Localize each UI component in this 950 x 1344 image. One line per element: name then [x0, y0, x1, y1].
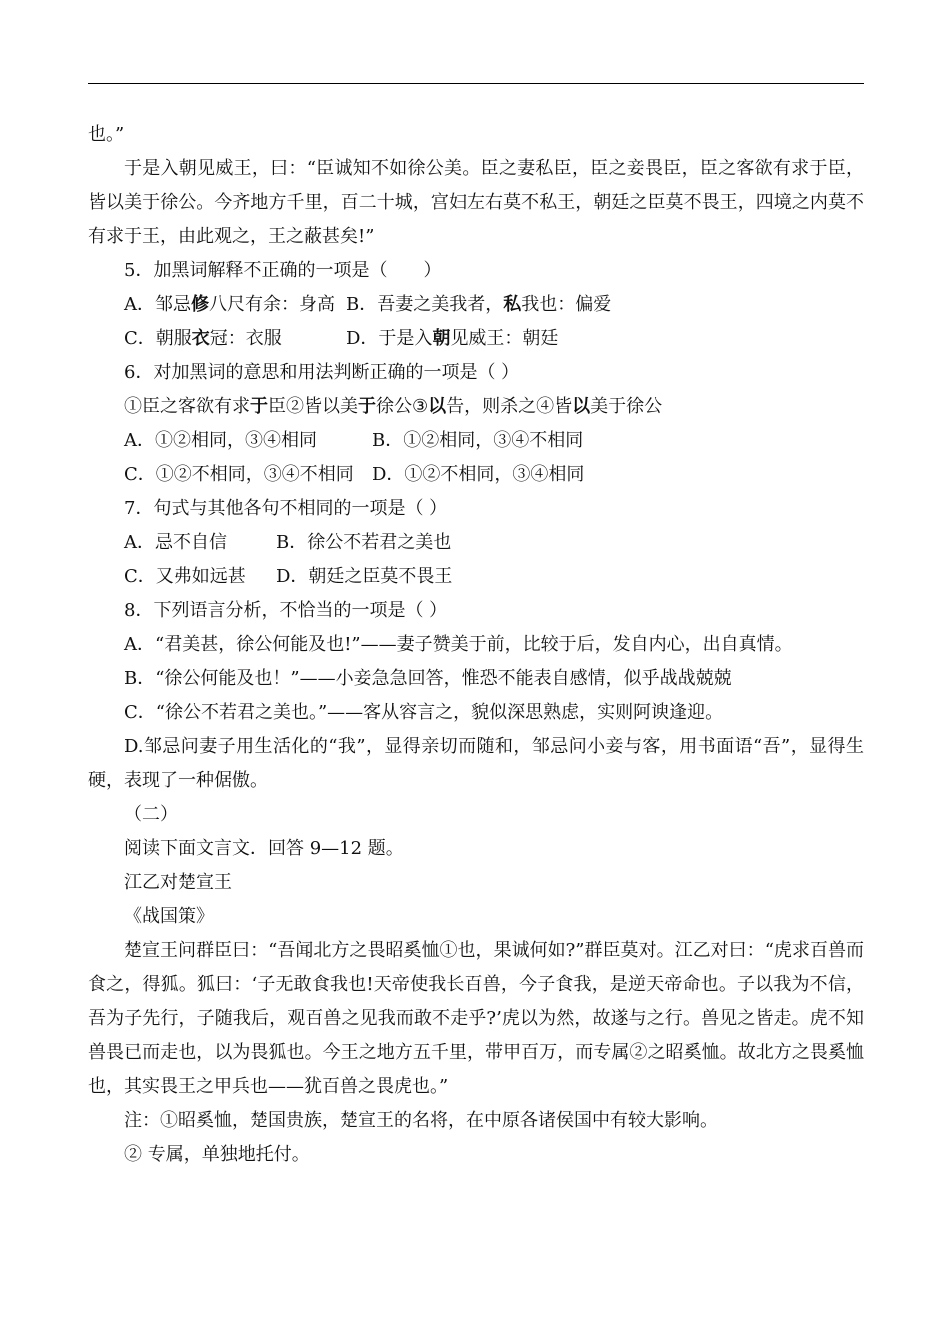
passage-tail: 也。” — [88, 124, 125, 145]
q5-options-ab — [88, 288, 864, 322]
q7-options-cd — [88, 560, 864, 594]
q6-option-b: B．①②相同，③④不相同 — [372, 430, 584, 451]
q6-options-cd — [88, 458, 864, 492]
header-rule — [88, 83, 864, 84]
passage-source: 《战国策》 — [124, 906, 214, 927]
q7-option-c: C．又弗如远甚 — [124, 566, 246, 587]
passage-paragraph: 于是入朝见威王，曰：“臣诚知不如徐公美。臣之妻私臣，臣之妾畏臣，臣之客欲有求于臣，皆以美于徐公。今齐地方千里，百二十城，宫妇左右莫不私王，朝廷之臣莫不畏王，四境之内莫不有求于王，由此观之，王之蔽甚矣!” — [88, 158, 864, 247]
q8-stem: 8．下列语言分析，不恰当的一项是（ ） — [124, 600, 448, 621]
q7-option-b: B．徐公不若君之美也 — [276, 532, 452, 553]
passage-title: 江乙对楚宣王 — [124, 872, 232, 893]
q6-item-1: ①臣之客欲有求于臣 — [124, 396, 286, 417]
q6-item-4: ④皆以美于徐公 — [536, 396, 663, 417]
note-1: 注：①昭奚恤，楚国贵族，楚宣王的名将，在中原各诸侯国中有较大影响。 — [124, 1110, 718, 1131]
section-heading: （二） — [124, 804, 178, 825]
q8-option-c: C．“徐公不若君之美也。”——客从容言之，貌似深思熟虑，实则阿谀逢迎。 — [124, 702, 724, 723]
q6-option-c: C．①②不相同，③④不相同 — [124, 464, 354, 485]
q5-option-c: C．朝服衣冠：衣服 — [124, 328, 282, 349]
q7-option-a: A．忌不自信 — [124, 532, 227, 553]
q6-options-ab — [88, 424, 864, 458]
q7-options-ab — [88, 526, 864, 560]
q5-option-a: A．邹忌修八尺有余：身高 — [124, 294, 335, 315]
q6-stem: 6．对加黑词的意思和用法判断正确的一项是（ ） — [124, 362, 520, 383]
q8-option-a: A．“君美甚，徐公何能及也!”——妻子赞美于前，比较于后，发自内心，出自真情。 — [124, 634, 793, 655]
q5-option-d: D．于是入朝见威王：朝廷 — [346, 328, 559, 349]
q5-stem: 5．加黑词解释不正确的一项是（ ） — [124, 260, 442, 281]
passage-text: 楚宣王问群臣曰：“吾闻北方之畏昭奚恤①也，果诚何如?”群臣莫对。江乙对曰：“虎求百兽而食之，得狐。狐曰：‘子无敢食我也!天帝使我长百兽，今子食我，是逆天帝命也。子以我为不信，吾为子先行，子随我后，观百兽之见我而敢不走乎?’虎以为然，故遂与之行。兽见之皆走。虎不知兽畏已而走也，以为畏狐也。今王之地方五千里，带甲百万，而专属②之昭奚恤。故北方之畏奚恤也，其实畏王之甲兵也——犹百兽之畏虎也。” — [88, 940, 864, 1097]
document-body — [88, 118, 864, 1172]
q6-items — [88, 390, 864, 424]
q6-option-a: A．①②相同，③④相同 — [124, 430, 317, 451]
q5-option-b: B．吾妻之美我者，私我也：偏爱 — [346, 294, 612, 315]
q6-item-3: ③以告，则杀之 — [412, 396, 537, 417]
note-2: ② 专属，单独地托付。 — [124, 1144, 310, 1165]
q5-options-cd — [88, 322, 864, 356]
q7-stem: 7．句式与其他各句不相同的一项是（ ） — [124, 498, 448, 519]
q8-option-b: B．“徐公何能及也！”——小妾急急回答，惟恐不能表自感情，似乎战战兢兢 — [124, 668, 732, 689]
q7-option-d: D．朝廷之臣莫不畏王 — [276, 566, 453, 587]
q6-item-2: ②皆以美于徐公 — [286, 396, 412, 417]
q6-option-d: D．①②不相同，③④相同 — [372, 464, 585, 485]
q8-option-d: D.邹忌问妻子用生活化的“我”，显得亲切而随和，邹忌问小妾与客，用书面语“吾”，显得生硬，表现了一种倨傲。 — [88, 736, 864, 791]
section-instruction: 阅读下面文言文．回答 9—12 题。 — [124, 838, 404, 859]
